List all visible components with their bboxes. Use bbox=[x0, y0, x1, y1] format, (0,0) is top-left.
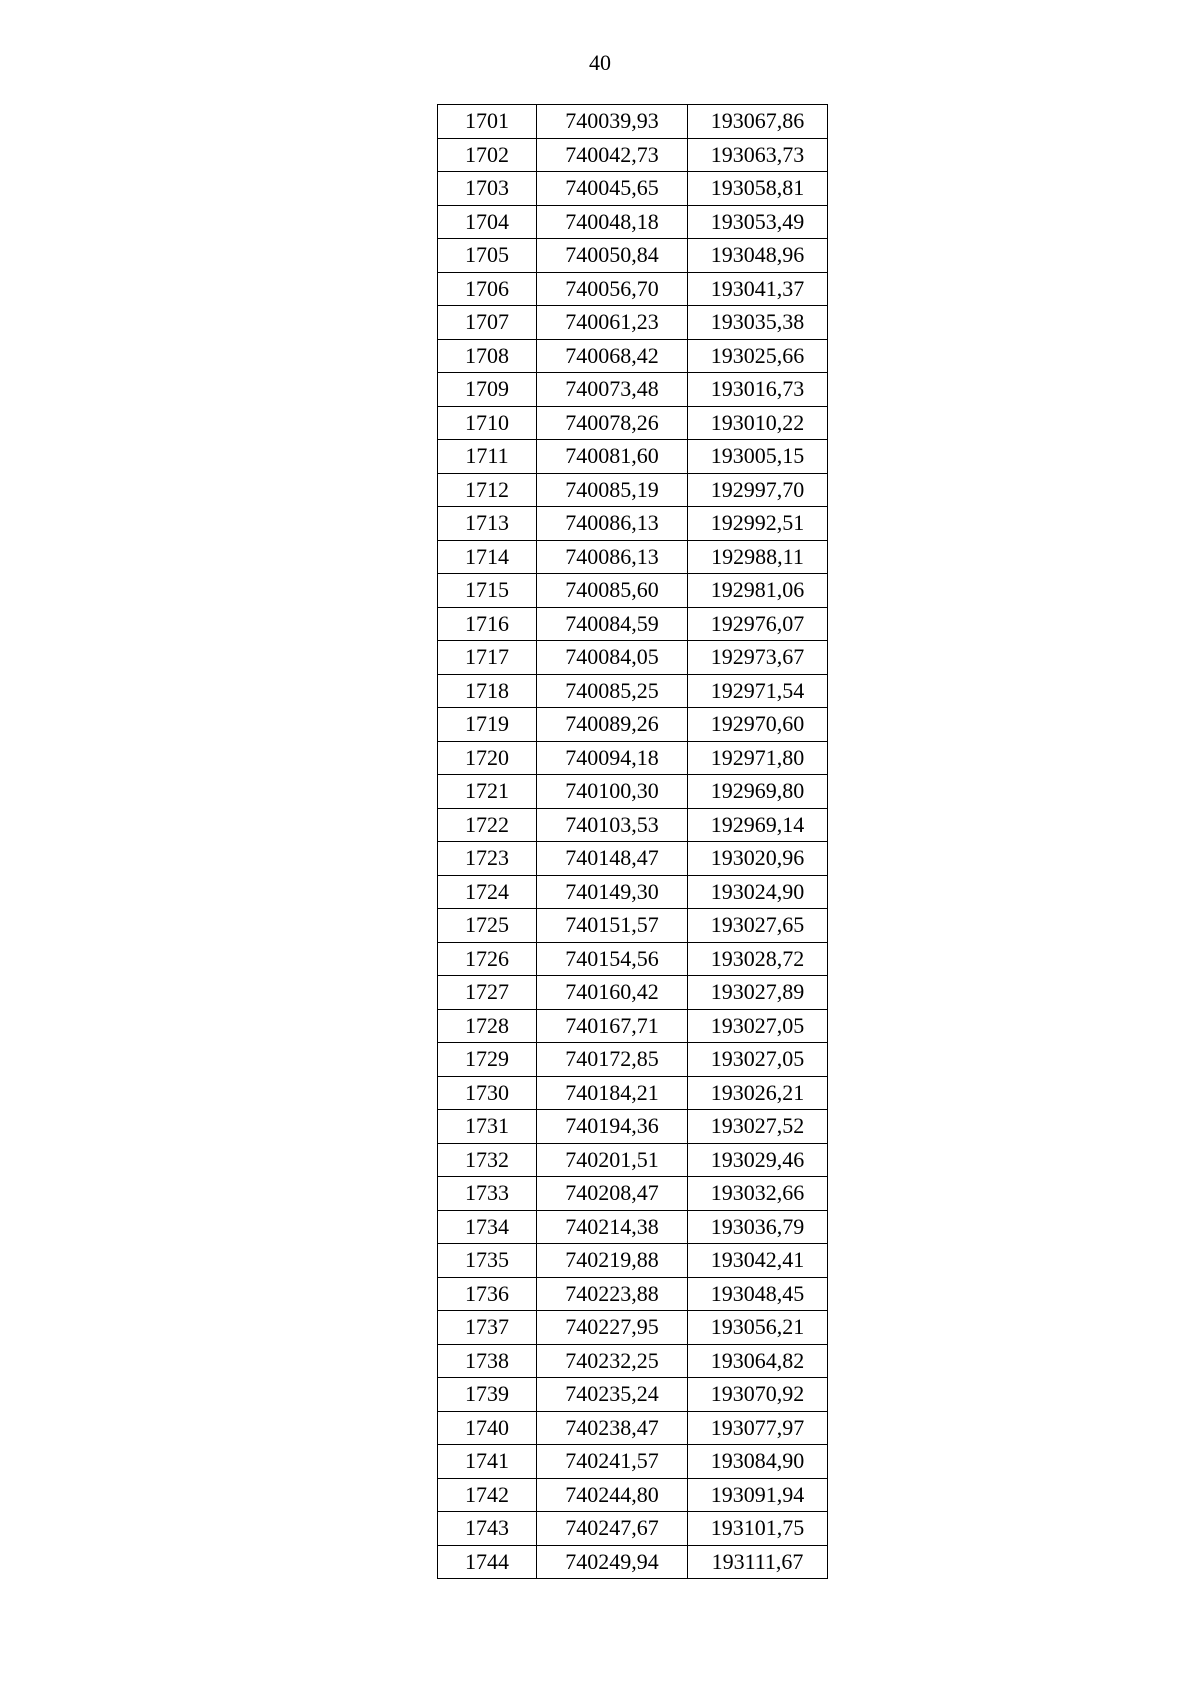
point-number-cell: 1730 bbox=[438, 1076, 537, 1110]
x-coordinate-cell: 740050,84 bbox=[537, 239, 688, 273]
x-coordinate-cell: 740184,21 bbox=[537, 1076, 688, 1110]
table-row bbox=[438, 1009, 828, 1043]
x-coordinate-cell: 740081,60 bbox=[537, 440, 688, 474]
point-number-cell: 1725 bbox=[438, 909, 537, 943]
y-coordinate-cell: 193101,75 bbox=[688, 1512, 828, 1546]
table-row bbox=[438, 976, 828, 1010]
point-number-cell: 1701 bbox=[438, 105, 537, 139]
y-coordinate-cell: 193111,67 bbox=[688, 1545, 828, 1579]
table-row bbox=[438, 1512, 828, 1546]
table-row bbox=[438, 1277, 828, 1311]
x-coordinate-cell: 740247,67 bbox=[537, 1512, 688, 1546]
y-coordinate-cell: 193048,96 bbox=[688, 239, 828, 273]
x-coordinate-cell: 740042,73 bbox=[537, 138, 688, 172]
x-coordinate-cell: 740154,56 bbox=[537, 942, 688, 976]
y-coordinate-cell: 193091,94 bbox=[688, 1478, 828, 1512]
table-row bbox=[438, 808, 828, 842]
point-number-cell: 1737 bbox=[438, 1311, 537, 1345]
table-row bbox=[438, 641, 828, 675]
table-row bbox=[438, 1076, 828, 1110]
point-number-cell: 1714 bbox=[438, 540, 537, 574]
y-coordinate-cell: 193053,49 bbox=[688, 205, 828, 239]
y-coordinate-cell: 193027,89 bbox=[688, 976, 828, 1010]
x-coordinate-cell: 740151,57 bbox=[537, 909, 688, 943]
table-row bbox=[438, 272, 828, 306]
point-number-cell: 1735 bbox=[438, 1244, 537, 1278]
x-coordinate-cell: 740223,88 bbox=[537, 1277, 688, 1311]
point-number-cell: 1707 bbox=[438, 306, 537, 340]
x-coordinate-cell: 740085,60 bbox=[537, 574, 688, 608]
y-coordinate-cell: 193010,22 bbox=[688, 406, 828, 440]
table-row bbox=[438, 1210, 828, 1244]
table-row bbox=[438, 105, 828, 139]
y-coordinate-cell: 192997,70 bbox=[688, 473, 828, 507]
x-coordinate-cell: 740094,18 bbox=[537, 741, 688, 775]
x-coordinate-cell: 740148,47 bbox=[537, 842, 688, 876]
x-coordinate-cell: 740039,93 bbox=[537, 105, 688, 139]
point-number-cell: 1734 bbox=[438, 1210, 537, 1244]
y-coordinate-cell: 193048,45 bbox=[688, 1277, 828, 1311]
table-row bbox=[438, 339, 828, 373]
y-coordinate-cell: 193077,97 bbox=[688, 1411, 828, 1445]
y-coordinate-cell: 192969,80 bbox=[688, 775, 828, 809]
point-number-cell: 1708 bbox=[438, 339, 537, 373]
point-number-cell: 1731 bbox=[438, 1110, 537, 1144]
y-coordinate-cell: 193084,90 bbox=[688, 1445, 828, 1479]
x-coordinate-cell: 740194,36 bbox=[537, 1110, 688, 1144]
point-number-cell: 1722 bbox=[438, 808, 537, 842]
point-number-cell: 1717 bbox=[438, 641, 537, 675]
y-coordinate-cell: 193035,38 bbox=[688, 306, 828, 340]
x-coordinate-cell: 740227,95 bbox=[537, 1311, 688, 1345]
x-coordinate-cell: 740078,26 bbox=[537, 406, 688, 440]
point-number-cell: 1733 bbox=[438, 1177, 537, 1211]
point-number-cell: 1712 bbox=[438, 473, 537, 507]
table-row bbox=[438, 440, 828, 474]
table-row bbox=[438, 239, 828, 273]
x-coordinate-cell: 740244,80 bbox=[537, 1478, 688, 1512]
x-coordinate-cell: 740084,05 bbox=[537, 641, 688, 675]
point-number-cell: 1719 bbox=[438, 708, 537, 742]
table-row bbox=[438, 674, 828, 708]
point-number-cell: 1720 bbox=[438, 741, 537, 775]
page-number: 40 bbox=[589, 50, 611, 75]
x-coordinate-cell: 740172,85 bbox=[537, 1043, 688, 1077]
x-coordinate-cell: 740045,65 bbox=[537, 172, 688, 206]
point-number-cell: 1715 bbox=[438, 574, 537, 608]
x-coordinate-cell: 740073,48 bbox=[537, 373, 688, 407]
table-row bbox=[438, 1344, 828, 1378]
table-row bbox=[438, 607, 828, 641]
y-coordinate-cell: 193016,73 bbox=[688, 373, 828, 407]
table-row bbox=[438, 909, 828, 943]
table-row bbox=[438, 205, 828, 239]
x-coordinate-cell: 740056,70 bbox=[537, 272, 688, 306]
y-coordinate-cell: 193028,72 bbox=[688, 942, 828, 976]
point-number-cell: 1741 bbox=[438, 1445, 537, 1479]
point-number-cell: 1727 bbox=[438, 976, 537, 1010]
x-coordinate-cell: 740089,26 bbox=[537, 708, 688, 742]
point-number-cell: 1724 bbox=[438, 875, 537, 909]
y-coordinate-cell: 193026,21 bbox=[688, 1076, 828, 1110]
point-number-cell: 1723 bbox=[438, 842, 537, 876]
y-coordinate-cell: 192969,14 bbox=[688, 808, 828, 842]
x-coordinate-cell: 740241,57 bbox=[537, 1445, 688, 1479]
table-row bbox=[438, 875, 828, 909]
x-coordinate-cell: 740061,23 bbox=[537, 306, 688, 340]
y-coordinate-cell: 192976,07 bbox=[688, 607, 828, 641]
table-row bbox=[438, 1478, 828, 1512]
y-coordinate-cell: 193036,79 bbox=[688, 1210, 828, 1244]
point-number-cell: 1738 bbox=[438, 1344, 537, 1378]
y-coordinate-cell: 193070,92 bbox=[688, 1378, 828, 1412]
point-number-cell: 1721 bbox=[438, 775, 537, 809]
point-number-cell: 1704 bbox=[438, 205, 537, 239]
x-coordinate-cell: 740086,13 bbox=[537, 540, 688, 574]
table-row bbox=[438, 1110, 828, 1144]
x-coordinate-cell: 740100,30 bbox=[537, 775, 688, 809]
point-number-cell: 1718 bbox=[438, 674, 537, 708]
point-number-cell: 1709 bbox=[438, 373, 537, 407]
table-row bbox=[438, 1244, 828, 1278]
table-row bbox=[438, 1311, 828, 1345]
point-number-cell: 1742 bbox=[438, 1478, 537, 1512]
y-coordinate-cell: 192992,51 bbox=[688, 507, 828, 541]
point-number-cell: 1703 bbox=[438, 172, 537, 206]
y-coordinate-cell: 193029,46 bbox=[688, 1143, 828, 1177]
y-coordinate-cell: 193058,81 bbox=[688, 172, 828, 206]
y-coordinate-cell: 192973,67 bbox=[688, 641, 828, 675]
point-number-cell: 1744 bbox=[438, 1545, 537, 1579]
table-row bbox=[438, 540, 828, 574]
y-coordinate-cell: 193056,21 bbox=[688, 1311, 828, 1345]
point-number-cell: 1713 bbox=[438, 507, 537, 541]
x-coordinate-cell: 740085,19 bbox=[537, 473, 688, 507]
table-row bbox=[438, 473, 828, 507]
y-coordinate-cell: 192971,80 bbox=[688, 741, 828, 775]
x-coordinate-cell: 740249,94 bbox=[537, 1545, 688, 1579]
point-number-cell: 1736 bbox=[438, 1277, 537, 1311]
point-number-cell: 1702 bbox=[438, 138, 537, 172]
point-number-cell: 1739 bbox=[438, 1378, 537, 1412]
x-coordinate-cell: 740238,47 bbox=[537, 1411, 688, 1445]
x-coordinate-cell: 740232,25 bbox=[537, 1344, 688, 1378]
x-coordinate-cell: 740048,18 bbox=[537, 205, 688, 239]
y-coordinate-cell: 192981,06 bbox=[688, 574, 828, 608]
y-coordinate-cell: 193005,15 bbox=[688, 440, 828, 474]
y-coordinate-cell: 193027,05 bbox=[688, 1043, 828, 1077]
table-row bbox=[438, 574, 828, 608]
y-coordinate-cell: 193027,52 bbox=[688, 1110, 828, 1144]
table-row bbox=[438, 373, 828, 407]
table-row bbox=[438, 1411, 828, 1445]
table-row bbox=[438, 741, 828, 775]
y-coordinate-cell: 193020,96 bbox=[688, 842, 828, 876]
x-coordinate-cell: 740235,24 bbox=[537, 1378, 688, 1412]
table-row bbox=[438, 1445, 828, 1479]
y-coordinate-cell: 193027,65 bbox=[688, 909, 828, 943]
x-coordinate-cell: 740085,25 bbox=[537, 674, 688, 708]
coordinates-table-body bbox=[438, 105, 828, 1579]
table-row bbox=[438, 842, 828, 876]
x-coordinate-cell: 740201,51 bbox=[537, 1143, 688, 1177]
y-coordinate-cell: 193025,66 bbox=[688, 339, 828, 373]
table-row bbox=[438, 1378, 828, 1412]
table-row bbox=[438, 1545, 828, 1579]
point-number-cell: 1726 bbox=[438, 942, 537, 976]
x-coordinate-cell: 740149,30 bbox=[537, 875, 688, 909]
table-row bbox=[438, 942, 828, 976]
point-number-cell: 1729 bbox=[438, 1043, 537, 1077]
table-row bbox=[438, 1043, 828, 1077]
point-number-cell: 1732 bbox=[438, 1143, 537, 1177]
table-row bbox=[438, 138, 828, 172]
y-coordinate-cell: 193032,66 bbox=[688, 1177, 828, 1211]
point-number-cell: 1716 bbox=[438, 607, 537, 641]
y-coordinate-cell: 193063,73 bbox=[688, 138, 828, 172]
table-row bbox=[438, 306, 828, 340]
y-coordinate-cell: 193041,37 bbox=[688, 272, 828, 306]
table-row bbox=[438, 172, 828, 206]
table-row bbox=[438, 708, 828, 742]
coordinates-table bbox=[437, 104, 828, 1579]
point-number-cell: 1710 bbox=[438, 406, 537, 440]
y-coordinate-cell: 192988,11 bbox=[688, 540, 828, 574]
table-row bbox=[438, 1143, 828, 1177]
x-coordinate-cell: 740086,13 bbox=[537, 507, 688, 541]
x-coordinate-cell: 740160,42 bbox=[537, 976, 688, 1010]
y-coordinate-cell: 192970,60 bbox=[688, 708, 828, 742]
y-coordinate-cell: 193067,86 bbox=[688, 105, 828, 139]
x-coordinate-cell: 740208,47 bbox=[537, 1177, 688, 1211]
y-coordinate-cell: 193027,05 bbox=[688, 1009, 828, 1043]
y-coordinate-cell: 193064,82 bbox=[688, 1344, 828, 1378]
table-row bbox=[438, 775, 828, 809]
table-row bbox=[438, 406, 828, 440]
y-coordinate-cell: 192971,54 bbox=[688, 674, 828, 708]
x-coordinate-cell: 740068,42 bbox=[537, 339, 688, 373]
point-number-cell: 1705 bbox=[438, 239, 537, 273]
x-coordinate-cell: 740167,71 bbox=[537, 1009, 688, 1043]
point-number-cell: 1743 bbox=[438, 1512, 537, 1546]
table-row bbox=[438, 1177, 828, 1211]
x-coordinate-cell: 740084,59 bbox=[537, 607, 688, 641]
point-number-cell: 1740 bbox=[438, 1411, 537, 1445]
y-coordinate-cell: 193024,90 bbox=[688, 875, 828, 909]
x-coordinate-cell: 740219,88 bbox=[537, 1244, 688, 1278]
point-number-cell: 1711 bbox=[438, 440, 537, 474]
point-number-cell: 1706 bbox=[438, 272, 537, 306]
x-coordinate-cell: 740103,53 bbox=[537, 808, 688, 842]
point-number-cell: 1728 bbox=[438, 1009, 537, 1043]
table-row bbox=[438, 507, 828, 541]
y-coordinate-cell: 193042,41 bbox=[688, 1244, 828, 1278]
x-coordinate-cell: 740214,38 bbox=[537, 1210, 688, 1244]
